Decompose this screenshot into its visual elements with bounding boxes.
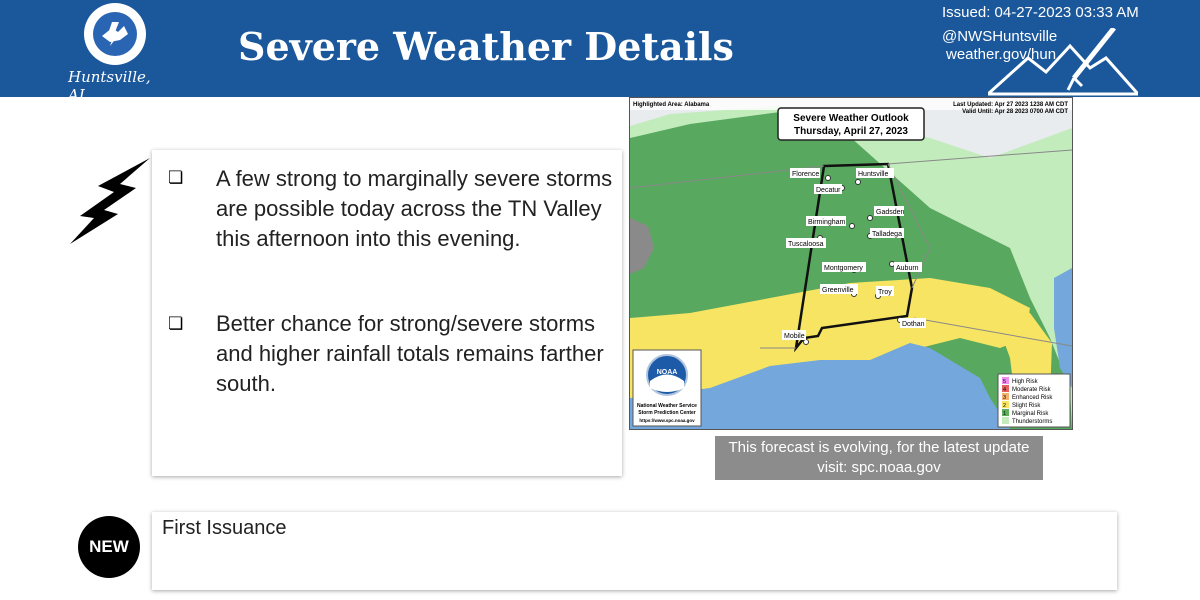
legend-label: Moderate Risk bbox=[1012, 387, 1051, 393]
legend-num: 2 bbox=[1003, 403, 1007, 409]
outlook-map bbox=[629, 97, 1073, 430]
map-date: Thursday, April 27, 2023 bbox=[794, 126, 908, 137]
city-label: Auburn bbox=[896, 265, 919, 272]
city-label: Talladega bbox=[872, 231, 902, 238]
city-label: Florence bbox=[792, 171, 820, 178]
legend-swatch bbox=[1002, 417, 1009, 424]
map-title: Severe Weather Outlook bbox=[793, 113, 909, 124]
city-label: Mobile bbox=[784, 333, 805, 340]
legend-label: High Risk bbox=[1012, 379, 1038, 385]
last-updated: Last Updated: Apr 27 2023 1238 AM CDT bbox=[953, 102, 1068, 108]
legend-label: Thunderstorms bbox=[1012, 419, 1053, 425]
city-label: Decatur bbox=[816, 187, 841, 194]
bullet-text-1: A few strong to marginally severe storms are possible today across the TN Valley this afternoon into this evening. bbox=[216, 166, 613, 251]
city-label: Montgomery bbox=[824, 265, 863, 272]
forecast-caption: This forecast is evolving, for the latest update visit: spc.noaa.gov bbox=[715, 436, 1043, 480]
legend-label: Slight Risk bbox=[1012, 403, 1041, 409]
issuance-card bbox=[152, 512, 1117, 590]
city-label: Dothan bbox=[902, 321, 925, 328]
new-badge: NEW bbox=[78, 516, 140, 578]
noaa-line1: National Weather Service bbox=[637, 403, 697, 409]
city-label: Tuscaloosa bbox=[788, 241, 824, 248]
nws-logo bbox=[72, 2, 158, 66]
valid-until: Valid Until: Apr 28 2023 0700 AM CDT bbox=[962, 109, 1068, 115]
issued-timestamp: Issued: 04-27-2023 03:33 AM bbox=[942, 4, 1139, 21]
website-link[interactable]: weather.gov/hun bbox=[946, 46, 1057, 63]
legend-num: 5 bbox=[1003, 379, 1007, 385]
social-handle: @NWSHuntsville bbox=[942, 28, 1058, 45]
header-bar bbox=[0, 0, 1200, 104]
lightning-icon bbox=[68, 156, 152, 246]
issuance-text: First Issuance bbox=[162, 517, 287, 539]
highlighted-area: Highlighted Area: Alabama bbox=[633, 102, 710, 108]
noaa-label: NOAA bbox=[656, 369, 678, 376]
logo-city: Huntsville, AL bbox=[68, 68, 151, 104]
city-label: Birmingham bbox=[808, 219, 846, 226]
checkbox-bullet-icon: ❏ bbox=[168, 314, 184, 334]
checkbox-bullet-icon: ❏ bbox=[168, 168, 184, 188]
page-title: Severe Weather Details bbox=[238, 24, 734, 69]
city-label: Gadsden bbox=[876, 209, 905, 216]
city-label: Huntsville bbox=[858, 171, 889, 178]
legend-label: Marginal Risk bbox=[1012, 411, 1049, 417]
city-label: Greenville bbox=[822, 287, 854, 294]
noaa-line2: Storm Prediction Center bbox=[638, 410, 696, 416]
mountain-rocket-icon bbox=[988, 28, 1138, 96]
noaa-url: https://www.spc.noaa.gov bbox=[639, 418, 695, 423]
legend-num: 4 bbox=[1003, 387, 1007, 393]
bullet-text-2: Better chance for strong/severe storms and higher rainfall totals remains farther south. bbox=[216, 311, 604, 396]
city-label: Troy bbox=[878, 289, 892, 296]
legend-num: 3 bbox=[1003, 395, 1007, 401]
legend-num: 1 bbox=[1003, 411, 1007, 417]
legend-label: Enhanced Risk bbox=[1012, 395, 1053, 401]
